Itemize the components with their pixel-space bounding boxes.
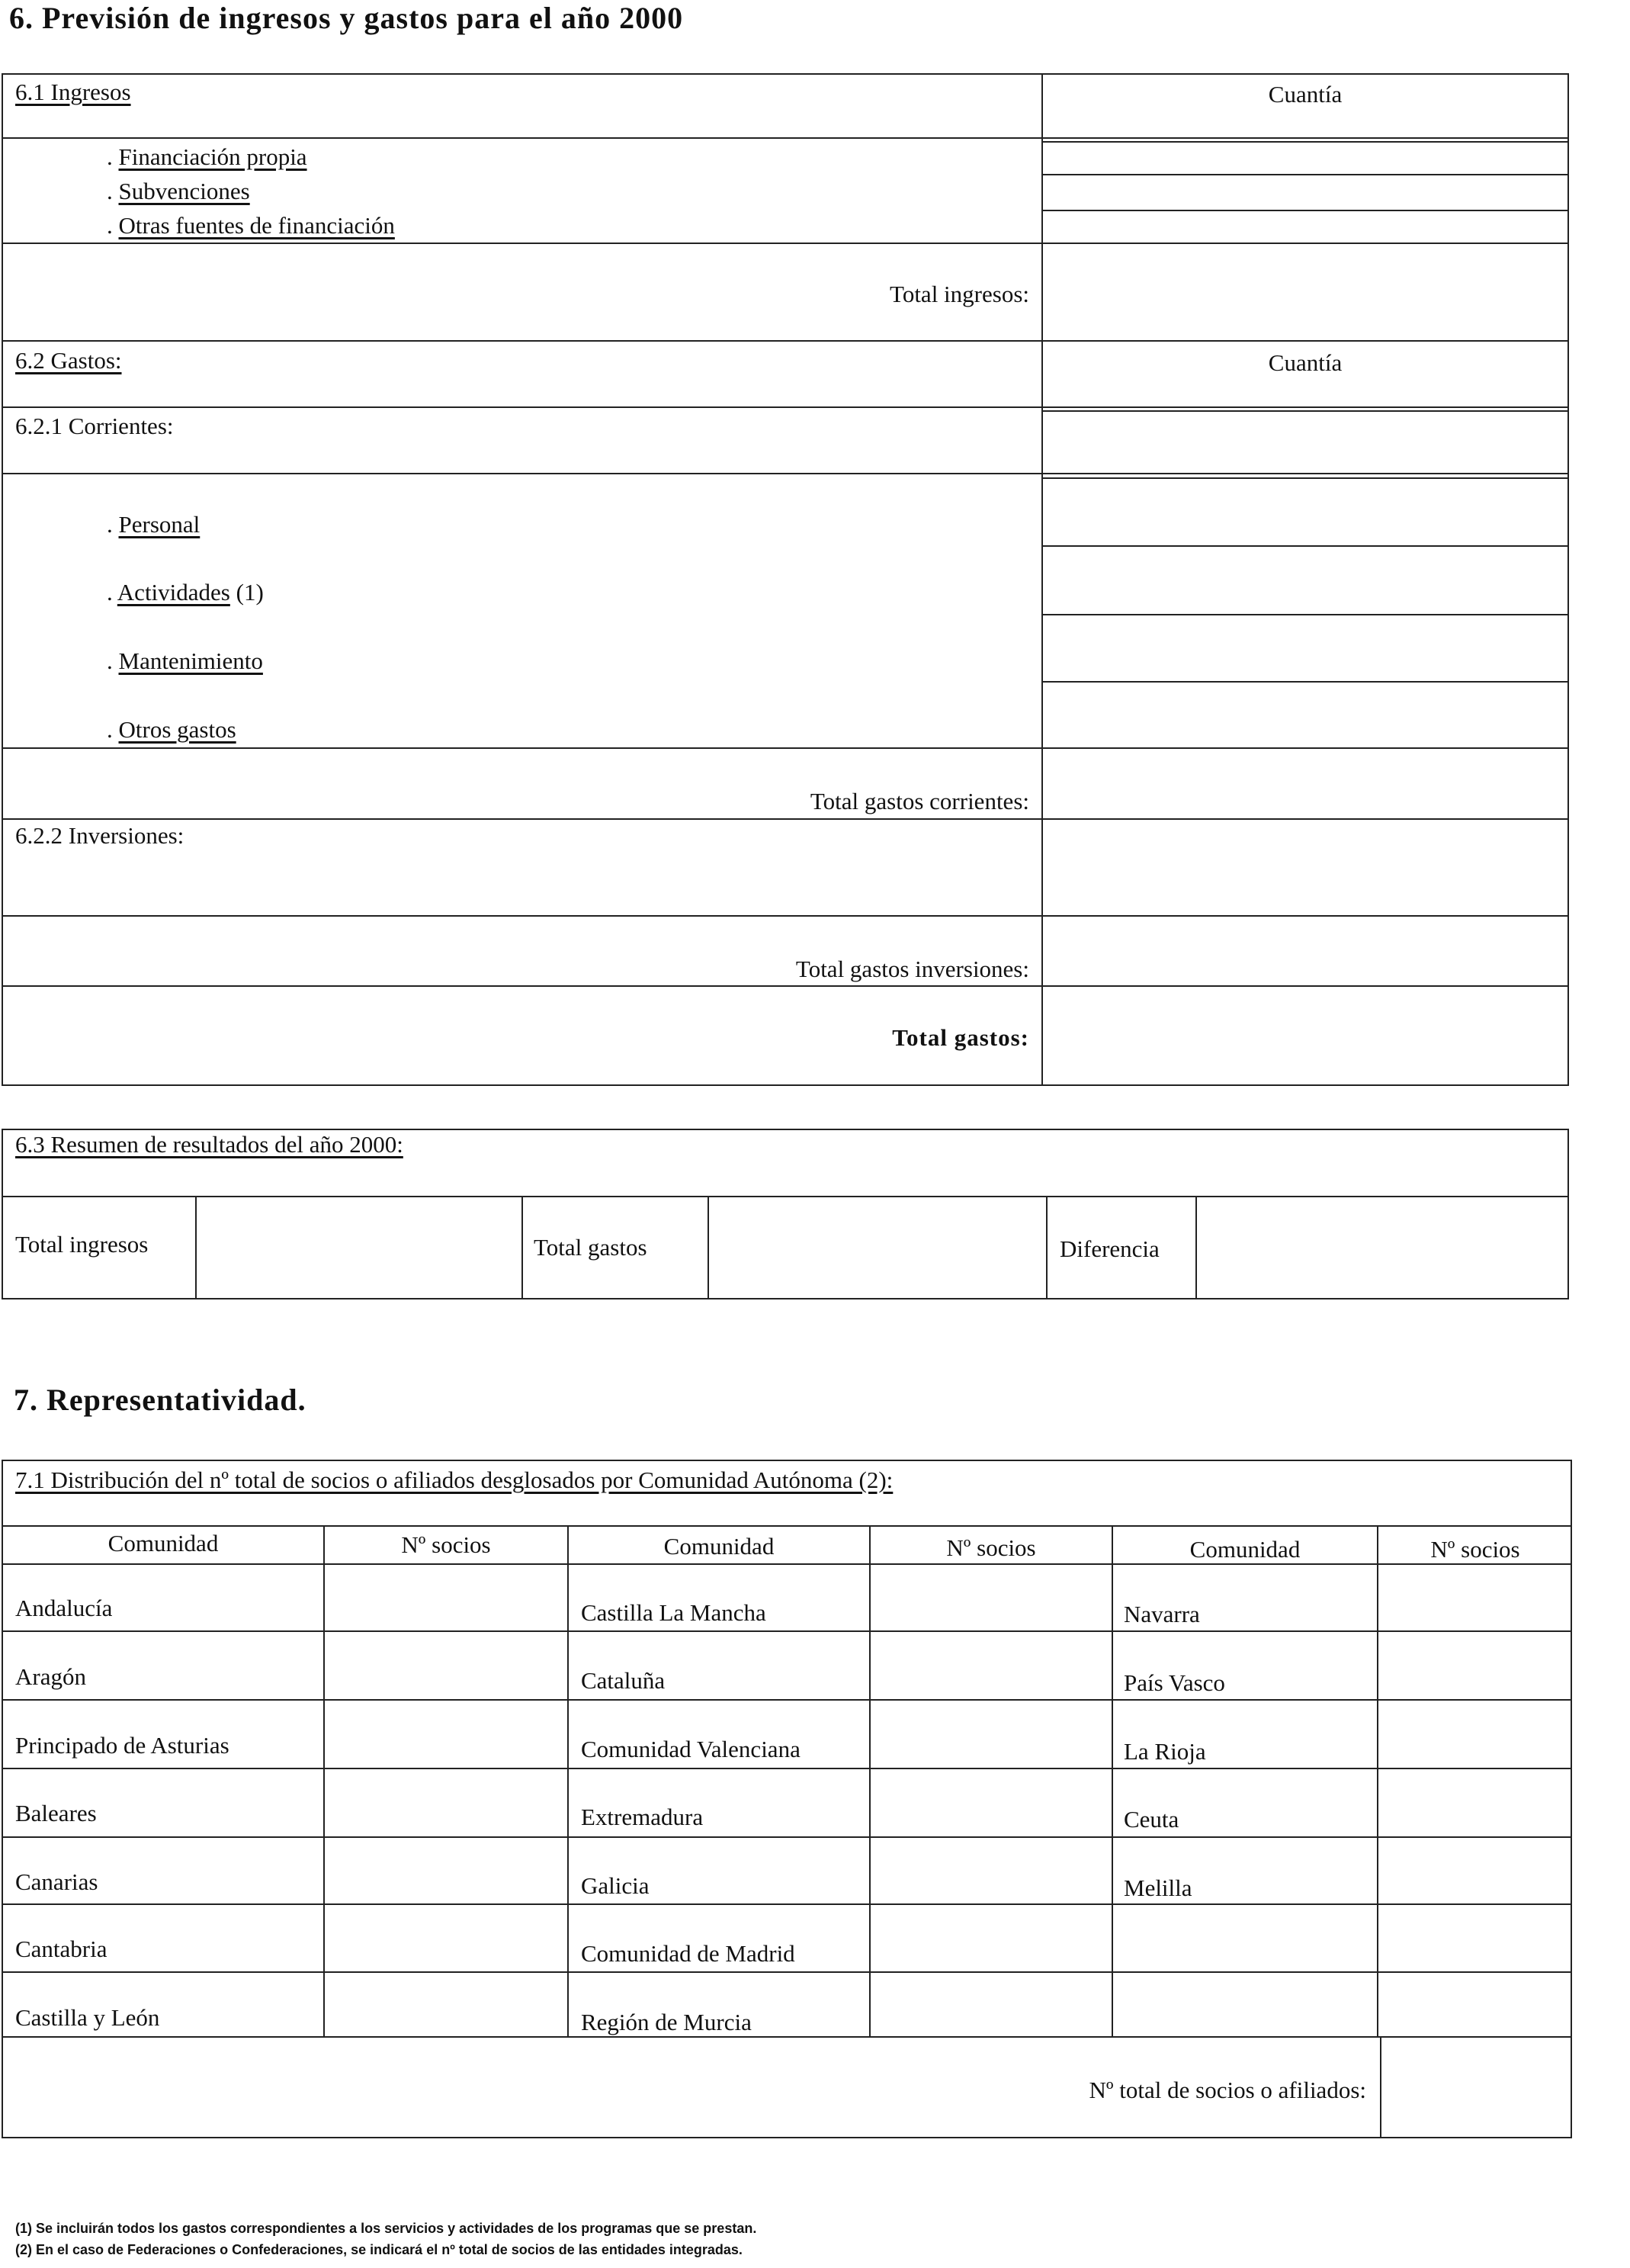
comunidad-cell: Principado de Asturias [15, 1732, 229, 1759]
expense-item: . Otros gastos [107, 716, 236, 743]
resumen-total-ingresos: Total ingresos [15, 1231, 149, 1258]
total-corrientes-label: Total gastos corrientes: [810, 788, 1029, 814]
gastos-cuantia-header: Cuantía [1268, 349, 1343, 376]
section-6-title: 6. Previsión de ingresos y gastos para el año 2000 [9, 1, 684, 35]
comunidad-cell: Comunidad de Madrid [581, 1940, 795, 1967]
comunidad-cell: Melilla [1124, 1874, 1192, 1901]
distribucion-subtitle: 7.1 Distribución del nº total de socios o afiliados desglosados por Comunidad Autónoma (2): [15, 1466, 894, 1493]
corrientes-label: 6.2.1 Corrientes: [15, 413, 174, 439]
income-item: . Otras fuentes de financiación [107, 212, 395, 239]
comunidad-cell: Extremadura [581, 1804, 704, 1830]
comunidad-cell: Andalucía [15, 1595, 113, 1621]
col-header: Comunidad [663, 1533, 775, 1560]
comunidad-cell: Aragón [15, 1663, 86, 1690]
comunidad-cell: Galicia [581, 1872, 650, 1899]
comunidad-cell: La Rioja [1124, 1738, 1206, 1765]
inversiones-label: 6.2.2 Inversiones: [15, 822, 184, 849]
ingresos-cuantia-header: Cuantía [1268, 81, 1343, 108]
col-header: Nº socios [946, 1534, 1036, 1561]
comunidad-cell: Comunidad Valenciana [581, 1736, 801, 1762]
ingresos-label: 6.1 Ingresos [15, 79, 131, 105]
col-header: Nº socios [401, 1531, 491, 1558]
resumen-diferencia: Diferencia [1060, 1235, 1160, 1262]
col-header: Comunidad [1189, 1536, 1301, 1563]
section-7-title: 7. Representatividad. [14, 1383, 306, 1417]
expense-item: . Mantenimiento [107, 647, 263, 674]
resumen-label: 6.3 Resumen de resultados del año 2000: [15, 1131, 403, 1158]
total-ingresos-label: Total ingresos: [890, 281, 1029, 307]
comunidad-cell: Cataluña [581, 1667, 666, 1694]
expense-item: . Actividades (1) [107, 579, 264, 606]
comunidad-cell: Castilla y León [15, 2004, 160, 2031]
gastos-label: 6.2 Gastos: [15, 347, 122, 374]
income-item: . Financiación propia [107, 143, 307, 170]
comunidad-cell: Baleares [15, 1800, 97, 1826]
footnote: (2) En el caso de Federaciones o Confederaciones, se indicará el nº total de socios de las entidades integradas. [15, 2242, 743, 2257]
comunidad-cell: País Vasco [1124, 1669, 1225, 1696]
comunidad-cell: Ceuta [1124, 1806, 1179, 1833]
footnote: (1) Se incluirán todos los gastos correspondientes a los servicios y actividades de los programas que se prestan. [15, 2221, 757, 2236]
total-socios-label: Nº total de socios o afiliados: [1089, 2077, 1366, 2103]
col-header: Nº socios [1430, 1536, 1520, 1563]
total-gastos-label: Total gastos: [892, 1024, 1029, 1051]
expense-item: . Personal [107, 511, 201, 538]
col-header: Comunidad [107, 1530, 219, 1556]
comunidad-cell: Navarra [1124, 1601, 1200, 1627]
comunidad-cell: Región de Murcia [581, 2009, 752, 2035]
total-inversiones-label: Total gastos inversiones: [795, 956, 1029, 982]
comunidad-cell: Canarias [15, 1868, 98, 1895]
resumen-total-gastos: Total gastos [534, 1234, 647, 1261]
comunidad-cell: Cantabria [15, 1936, 107, 1962]
comunidad-cell: Castilla La Mancha [581, 1599, 766, 1626]
income-item: . Subvenciones [107, 178, 250, 204]
